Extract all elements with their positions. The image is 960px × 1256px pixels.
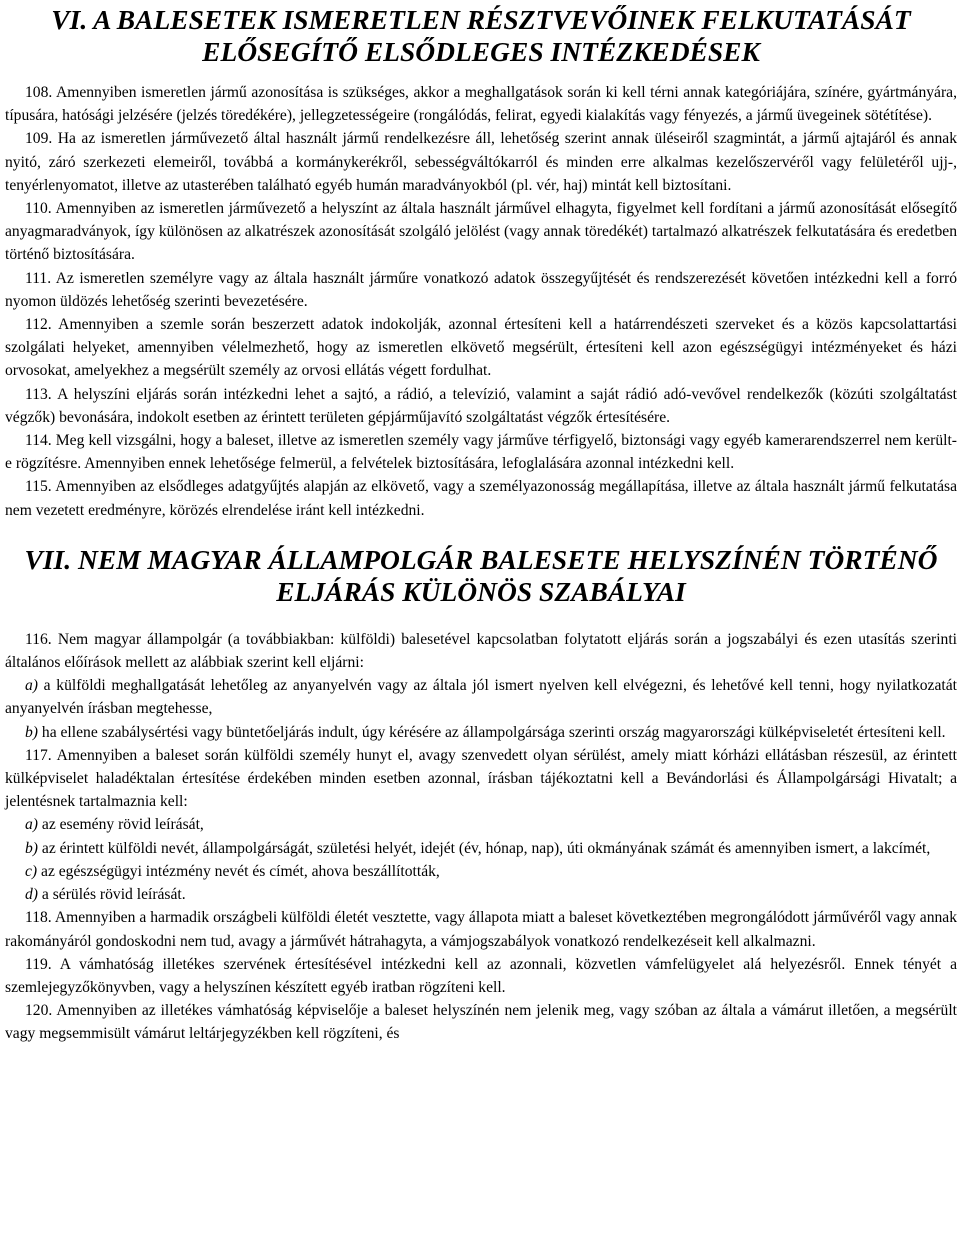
paragraph-117: 117. Amennyiben a baleset során külföldi személy hunyt el, avagy szenvedett olyan sérülést, amely miatt kórházi ellátásban részesül, az érintett külképviselet haladéktalan értesítése érdekében minden esetben azonnal, írásban tájékoztatni kell a Bevándorlási és Állampolgársági Hivatalt; a jelentésnek tartalmaznia kell: xyxy=(5,746,957,811)
paragraph-115: 115. Amennyiben az elsődleges adatgyűjtés alapján az elkövető, vagy a személyazonosság megállapítása, illetve az általa használt jármű felkutatása nem vezetett eredményre, körözés elrendelése iránt kell intézkedni. xyxy=(5,478,957,519)
section-7-heading-line-2: ELJÁRÁS KÜLÖNÖS SZABÁLYAI xyxy=(276,575,686,607)
paragraph-116: 116. Nem magyar állampolgár (a továbbiakban: külföldi) balesetével kapcsolatban folytatott eljárás során a jogszabályi és ezen utasítás szerinti általános előírások mellett az alábbiak szerint kell eljárni: xyxy=(5,630,957,672)
paragraph-120: 120. Amennyiben az illetékes vámhatóság képviselője a baleset helyszínén nem jelenik meg, vagy szóban az általa a vámárut illetően, a megsérült vagy megsemmisült vámárut leltárjegyzékben kell rögzíteni, és xyxy=(5,1002,957,1043)
paragraph-116-item-a xyxy=(5,674,957,720)
paragraph-113: 113. A helyszíni eljárás során intézkedni lehet a sajtó, a rádió, a televízió, valamint a saját rádió adó-vevővel rendelkezők (közúti szolgáltatást végzők) bevonására, indokolt esetben az érintett területen gépjárműjavító szolgáltatást végzők értesítésére. xyxy=(5,385,957,426)
paragraph-112: 112. Amennyiben a szemle során beszerzett adatok indokolják, azonnal értesíteni kell a határrendészeti szerveket és a közös kapcsolattartási szolgálati helyeket, amennyiben vélelmezhető, hogy az ismeretlen elkövető megsérült, értesíteni kell azon egészségügyi intézményeket és házi orvosokat, amelyekhez a megsérült személy az orvosi ellátás végett fordulhat. xyxy=(5,316,957,380)
paragraph-117-item-d xyxy=(5,883,957,906)
document-page xyxy=(5,0,957,1046)
paragraph-116-item-b xyxy=(5,721,957,744)
section-7-heading xyxy=(5,544,957,608)
paragraph-110: 110. Amennyiben az ismeretlen járművezető a helyszínt az általa használt járművel elhagyta, figyelmet kell fordítani a jármű azonosítását elősegítő anyagmaradványok, így különösen az alkatrészek azonosítását szolgáló jelölést (vagy annak töredékét) tartalmazó alkatrészek felkutatására és eredetben történő biztosítására. xyxy=(5,200,957,264)
item-text: az érintett külföldi nevét, állampolgárságát, születési helyét, idejét (év, hónap, nap), úti okmányának számát és amennyiben ismert, a lakcímét, xyxy=(38,839,931,857)
paragraph-111: 111. Az ismeretlen személyre vagy az általa használt járműre vonatkozó adatok összegyűjtését és rendszerezését követően intézkedni kell a forró nyomon üldözés lehetőség szerinti bevezetésére. xyxy=(5,269,957,310)
paragraph-119: 119. A vámhatóság illetékes szervének értesítésével intézkedni kell az azonnali, közvetlen vámfelügyelet alá helyezésről. Ennek tényét a szemlejegyzőkönyvben, vagy a helyszínen készített egyéb iratban rögzíteni kell. xyxy=(5,955,957,996)
paragraph-118: 118. Amennyiben a harmadik országbeli külföldi életét vesztette, vagy állapota miatt a baleset következtében megrongálódott járművéről vagy annak rakományáról gondoskodni nem tud, avagy a járművét hátrahagyta, a vámjogszabályok vonatkozó rendelkezéseit kell alkalmazni. xyxy=(5,909,957,950)
paragraph-114: 114. Meg kell vizsgálni, hogy a baleset, illetve az ismeretlen személy vagy járműve térfigyelő, biztonsági vagy egyéb kamerarendszerrel nem került-e rögzítésre. Amennyiben ennek lehetősége felmerül, a felvételek biztosítására, lefoglalására azonnal intézkedni kell. xyxy=(5,432,957,473)
section-6-body xyxy=(5,81,957,522)
item-text: az egészségügyi intézmény nevét és címét, ahova beszállították, xyxy=(37,862,440,880)
paragraph-117-item-b xyxy=(5,837,957,860)
paragraph-117-item-a xyxy=(5,813,957,836)
section-7-body xyxy=(5,628,957,1046)
item-text: a sérülés rövid leírását. xyxy=(38,886,186,904)
paragraph-108: 108. Amennyiben ismeretlen jármű azonosítása is szükséges, akkor a meghallgatások során ki kell térni annak kategóriájára, színére, gyártmányára, típusára, hatósági jelzésére (jelzés töredékére), jellegzetességeire (rongálódás, felirat, egyedi kialakítás vagy fényezés, a jármű üvegeinek sötétítése). xyxy=(5,84,957,125)
section-6-heading-line-2: ELŐSEGÍTŐ ELSŐDLEGES INTÉZKEDÉSEK xyxy=(202,36,760,67)
item-text: az esemény rövid leírását, xyxy=(38,816,204,834)
item-letter: a) xyxy=(25,816,38,834)
item-letter: b) xyxy=(25,839,38,857)
section-6-heading-line-1: VI. A BALESETEK ISMERETLEN RÉSZTVEVŐINEK FELKUTATÁSÁT xyxy=(51,4,911,35)
item-text: ha ellene szabálysértési vagy büntetőeljárás indult, úgy kérésére az állampolgársága szerinti ország magyarországi külképviseletét értesíteni kell. xyxy=(38,723,946,741)
item-letter: a) xyxy=(25,677,38,695)
item-letter: b) xyxy=(25,723,38,741)
item-letter: d) xyxy=(25,886,38,904)
paragraph-109: 109. Ha az ismeretlen járművezető által használt jármű rendelkezésre áll, lehetőség szerint annak üléseiről szagmintát, a jármű ajtajáról és annak nyitó, záró szerkezeti elemeiről, továbbá a kormánykerékről, sebességváltókarról és minden erre alkalmas kezelőszervéről vagy felületéről ujj-, tenyérlenyomatot, illetve az utasterében található egyéb humán maradványokból (pl. vér, haj) mintát kell biztosítani. xyxy=(5,130,957,194)
section-6-heading xyxy=(5,0,957,68)
section-7-heading-line-1: VII. NEM MAGYAR ÁLLAMPOLGÁR BALESETE HELYSZÍNÉN TÖRTÉNŐ xyxy=(24,543,938,575)
item-letter: c) xyxy=(25,862,38,880)
paragraph-117-item-c xyxy=(5,860,957,883)
item-text: a külföldi meghallgatását lehetőleg az anyanyelvén vagy az általa jól ismert nyelven kell elvégezni, és lehetővé kell tenni, hogy nyilatkozatát anyanyelvén írásban megtehesse, xyxy=(5,677,957,718)
